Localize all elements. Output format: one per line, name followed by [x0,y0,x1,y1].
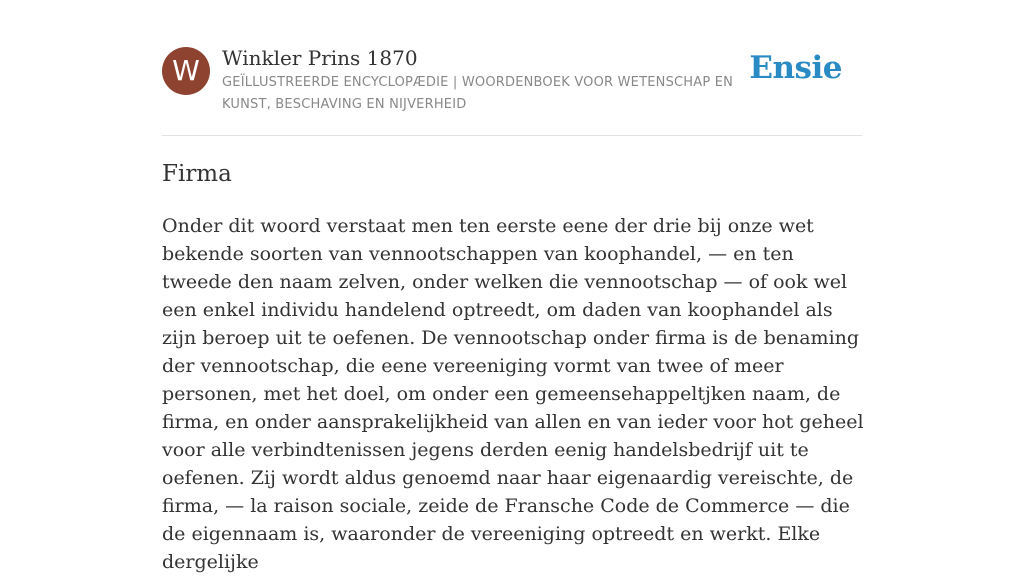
article-body: Onder dit woord verstaat men ten eerste eene der drie bij onze wet bekende soorten van vennootschappen van koophandel, — en ten tweede den naam zelven, onder welken die vennootschap — of ook wel een enkel individu handelend optreedt, om daden van koophandel als zijn beroep uit te oefenen. De vennootschap onder firma is de benaming der vennootschap, die eene vereeniging vormt van twee of meer personen, met het doel, om onder een gemeensehappeltjken naam, de firma, en onder aansprakelijkheid van allen en van ieder voor hot geheel voor alle verbindtenissen jegens derden eenig handelsbedrijf uit te oefenen. Zij wordt aldus genoemd naar haar eigenaardig vereischte, de firma, — la raison sociale, zeide de Fransche Code de Commerce — die de eigennaam is, waaronder de vereeniging optreedt en werkt. Elke dergelijke [162,215,864,573]
ensie-logo[interactable]: Ensie [749,50,842,86]
source-header [162,46,862,116]
source-avatar[interactable]: W [162,47,210,95]
source-subtitle: GEÏLLUSTREERDE ENCYCLOPÆDIE | WOORDENBOEK VOOR WETENSCHAP EN KUNST, BESCHAVING EN NIJVERHEID [222,75,734,112]
header-divider [162,135,862,136]
article-title: Firma [162,161,232,187]
source-title[interactable]: Winkler Prins 1870 [222,46,418,70]
